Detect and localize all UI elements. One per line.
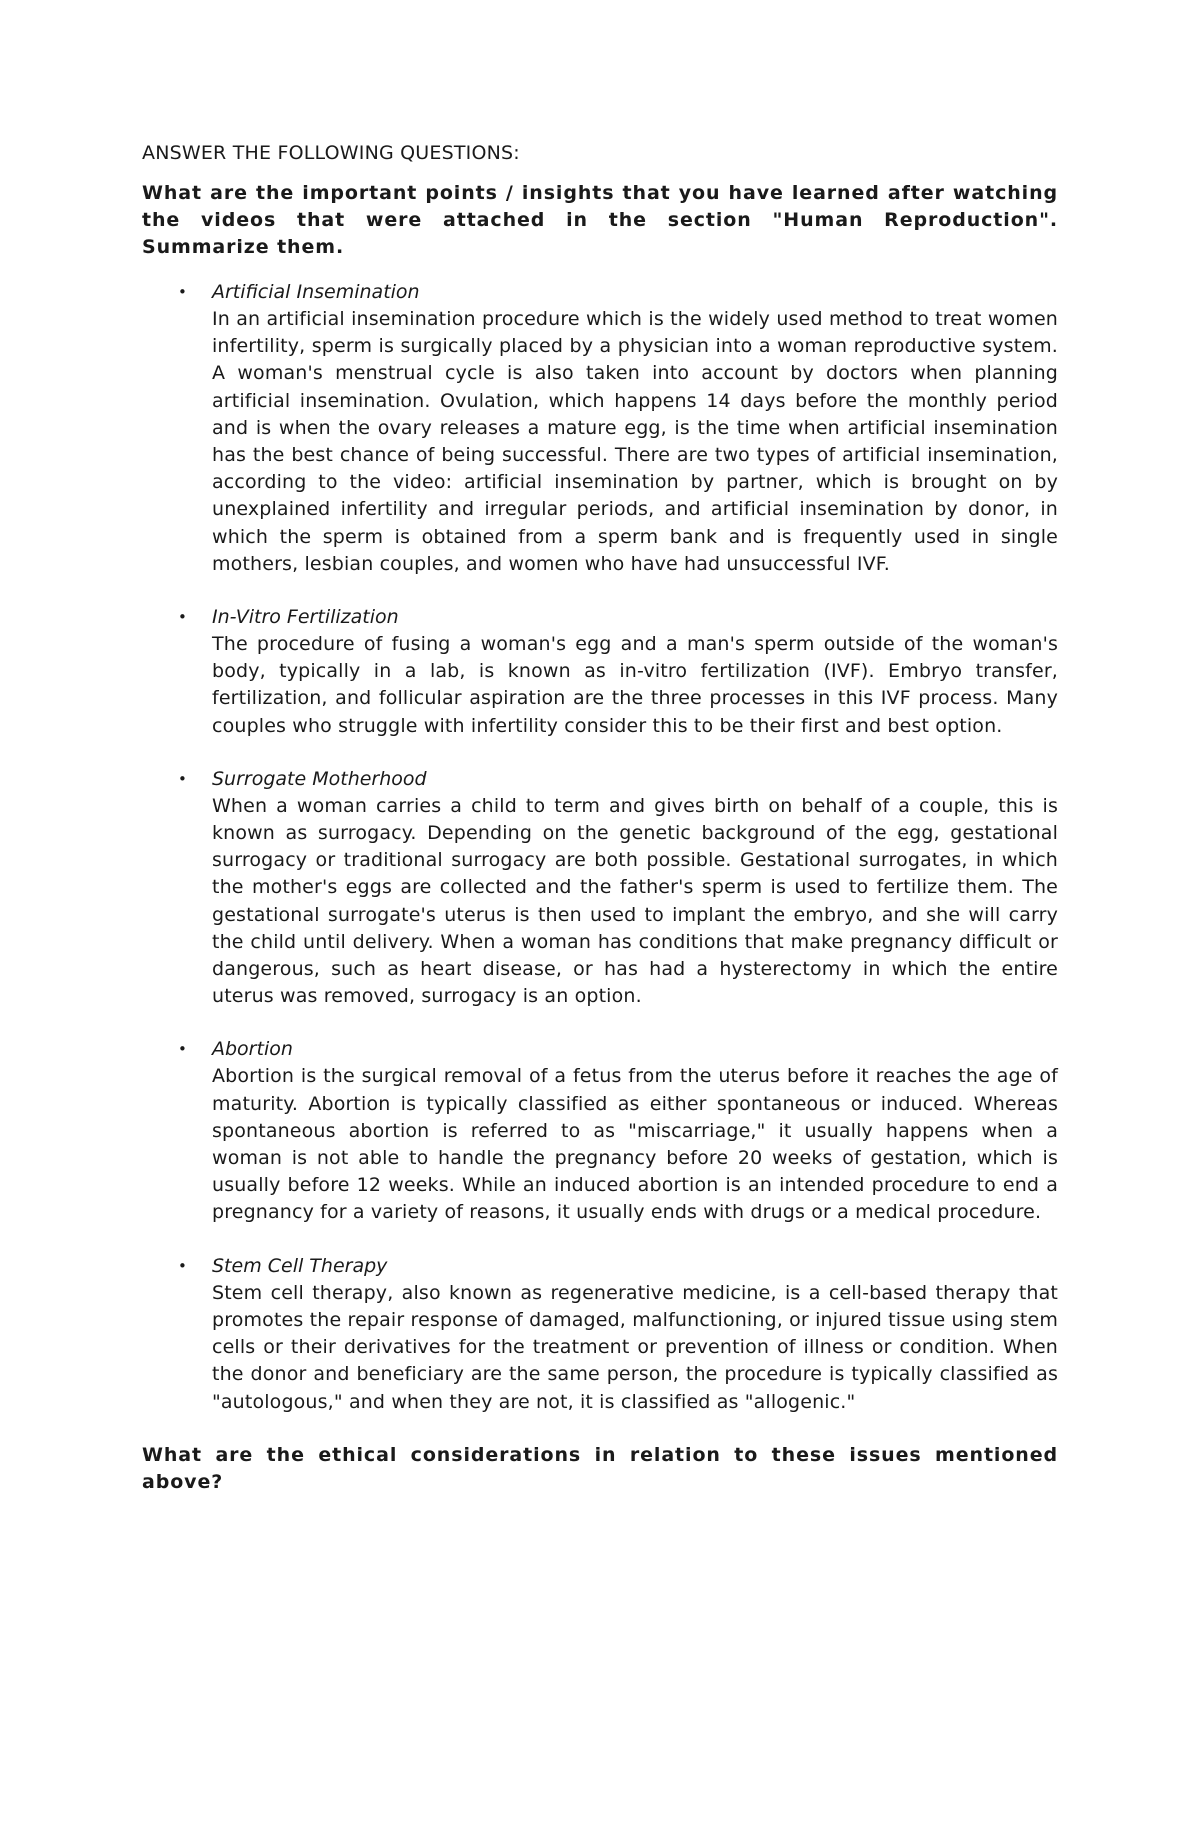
list-item xyxy=(142,604,1058,740)
list-item xyxy=(142,1253,1058,1416)
bullet-icon: • xyxy=(178,769,187,788)
topic-title: In-Vitro Fertilization xyxy=(212,606,399,629)
document-page xyxy=(142,140,1058,1496)
topic-list xyxy=(142,279,1058,1416)
topic-body: The procedure of fusing a woman's egg and a man's sperm outside of the woman's body, typically in a lab, is known as in-vitro fertilization (IVF). Embryo transfer, fertilization, and follicular aspiration are the three processes in this IVF process. Many couples who struggle with infertility consider this to be their first and best option. xyxy=(212,633,1058,737)
topic-title: Artificial Insemination xyxy=(212,281,420,303)
bullet-icon: • xyxy=(178,1256,187,1275)
question-1: What are the important points / insights that you have learned after watching the videos that were attached in the section "Human Reproduction". Summarize them. xyxy=(142,182,1058,258)
topic-body: Stem cell therapy, also known as regenerative medicine, is a cell-based therapy that promotes the repair response of damaged, malfunctioning, or injured tissue using stem cells or their derivatives for the treatment or prevention of illness or condition. When the donor and beneficiary are the same person, the procedure is typically classified as "autologous," and when they are not, it is classified as "allogenic." xyxy=(212,1281,1058,1413)
bullet-icon: • xyxy=(178,1040,187,1059)
list-item xyxy=(142,766,1058,1011)
bullet-icon: • xyxy=(178,608,187,627)
topic-body: In an artificial insemination procedure which is the widely used method to treat women infertility, sperm is surgically placed by a physician into a woman reproductive system. A woman's menstrual cycle is also taken into account by doctors when planning artificial insemination. Ovulation, which happens 14 days before the monthly period and is when the ovary releases a mature egg, is the time when artificial insemination has the best chance of being successful. There are two types of artificial insemination, according to the video: artificial insemination by partner, which is brought on by unexplained infertility and irregular periods, and artificial insemination by donor, in which the sperm is obtained from a sperm bank and is frequently used in single mothers, lesbian couples, and women who have had unsuccessful IVF. xyxy=(212,308,1058,575)
list-item xyxy=(142,1036,1058,1226)
instructions-heading: ANSWER THE FOLLOWING QUESTIONS: xyxy=(142,142,520,164)
topic-body: Abortion is the surgical removal of a fetus from the uterus before it reaches the age of maturity. Abortion is typically classified as either spontaneous or induced. Whereas spontaneous abortion is referred to as "miscarriage," it usually happens when a woman is not able to handle the pregnancy before 20 weeks of gestation, which is usually before 12 weeks. While an induced abortion is an intended procedure to end a pregnancy for a variety of reasons, it usually ends with drugs or a medical procedure. xyxy=(212,1065,1058,1224)
bullet-icon: • xyxy=(178,283,187,301)
topic-title: Abortion xyxy=(212,1038,293,1061)
question-2: What are the ethical considerations in relation to these issues mentioned above? xyxy=(142,1443,1058,1493)
topic-title: Stem Cell Therapy xyxy=(212,1254,388,1277)
topic-title: Surrogate Motherhood xyxy=(212,767,427,790)
topic-body: When a woman carries a child to term and gives birth on behalf of a couple, this is known as surrogacy. Depending on the genetic background of the egg, gestational surrogacy or traditional surrogacy are both possible. Gestational surrogates, in which the mother's eggs are collected and the father's sperm is used to fertilize them. The gestational surrogate's uterus is then used to implant the embryo, and she will carry the child until delivery. When a woman has conditions that make pregnancy difficult or dangerous, such as heart disease, or has had a hysterectomy in which the entire uterus was removed, surrogacy is an option. xyxy=(212,794,1058,1008)
list-item xyxy=(142,279,1058,578)
